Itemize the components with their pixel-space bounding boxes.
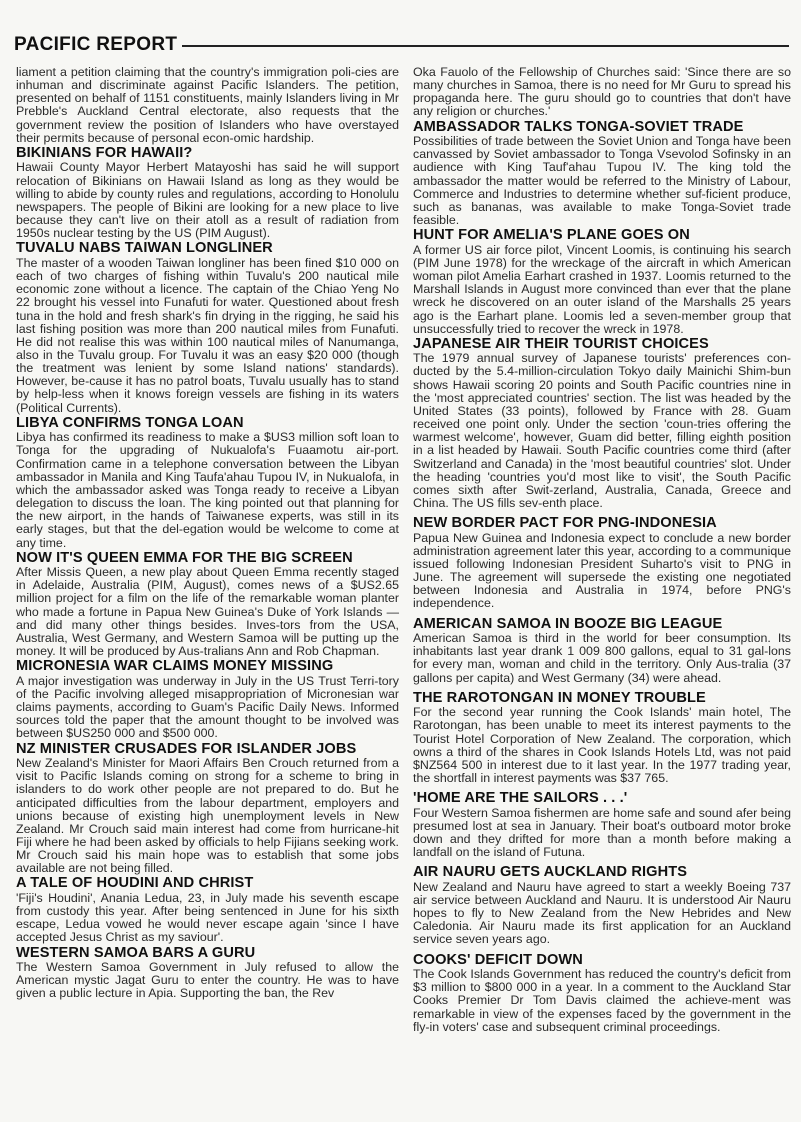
article-body-japanese-tourists: The 1979 annual survey of Japanese tourists' preferences con-ducted by the 5.4-million-circulation Tokyo daily Mainichi Shim-bun shows Hawaii scoring 20 points and South Pacific countries nine in the 'most appreciated countries' section. The list was headed by the United States (33 points), followed by France with 28. Guam received one point only. Under the section 'coun-tries offering the warmest welcome', however, Guam did better, filling eighth position in a list headed by Hawaii. South Pacific countries come third (after Switzerland and Canada) in the 'most beautiful countries' slot. Under the heading 'countries you'd most like to visit', the South Pacific comes sixth after Swit-zerland, Australia, Canada, Greece and China. The US fills sev-enth place.	[413, 351, 791, 511]
masthead	[14, 34, 789, 64]
article-heading-guru: WESTERN SAMOA BARS A GURU	[16, 944, 256, 961]
article-heading-bikinians: BIKINIANS FOR HAWAII?	[16, 144, 193, 161]
article-heading-libya: LIBYA CONFIRMS TONGA LOAN	[16, 414, 244, 431]
article-body-rarotongan: For the second year running the Cook Islands' main hotel, The Rarotongan, has been unable to meet its interest payments to the Tourist Hotel Corporation of New Zealand. The corporation, which owns a third of the shares in Cook Islands Hotels Ltd, was not paid $NZ564 500 in interest due to it last year. In the 1977 trading year, the shortfall in interest payments was $37 765.	[413, 705, 791, 786]
article-body-sailors: Four Western Samoa fishermen are home safe and sound afer being presumed lost at sea in January. Their boat's outboard motor broke down and they drifted for more than a month before making a landfall on the island of Futuna.	[413, 805, 791, 860]
article-body-libya: Libya has confirmed its readiness to make a $US3 million soft loan to Tonga for the upgrading of Nukualofa's Fuaamotu air-port. Confirmation came in a telephone conversation between the Libyan ambassador in Manila and King Taufa'ahau Tupou IV, in Nukualofa, in which the ambassador asked was Tonga ready to receive a Libyan delegation to discuss the loan. The king pointed out that planning for the new airport, in the hands of Taiwanese experts, was still in its early stages, but that the del-egation would be welcome to come at any time.	[16, 430, 399, 550]
article-body-air-nauru: New Zealand and Nauru have agreed to start a weekly Boeing 737 air service between Auckland and Nauru. It is understood Air Nauru hopes to fly to New Zealand from the New Hebrides and New Caledonia. Air Nauru made its first application for an Auckland service seven years ago.	[413, 879, 791, 947]
article-heading-tonga-soviet: AMBASSADOR TALKS TONGA-SOVIET TRADE	[413, 118, 744, 135]
article-body-queen-emma: After Missis Queen, a new play about Queen Emma recently staged in Adelaide, Australia (PIM, August), comes news of a $US2.65 million project for a film on the life of the remarkable woman planter who made a fortune in Papua New Guinea's Duke of York Islands — and did many other things besides. Inves-tors from the USA, Australia, West Germany, and Western Samoa will be putting up the money. It will be produced by Aus-tralians Ann and Rob Chapman.	[16, 565, 399, 659]
article-heading-micronesia: MICRONESIA WAR CLAIMS MONEY MISSING	[16, 658, 334, 675]
article-heading-houdini: A TALE OF HOUDINI AND CHRIST	[16, 875, 254, 892]
article-body-cooks-deficit: The Cook Islands Government has reduced the country's deficit from $3 million to $800 000 in a year. In a comment to the Auckland Star Cooks Premier Dr Tom Davis claimed the achieve-ment was remarkable in view of the expenses faced by the government in the fly-in voters' case and subsequent criminal proceedings.	[413, 967, 791, 1034]
article-continuation-body: liament a petition claiming that the country's immigration poli-cies are inhuman and discriminate against Pacific Islanders. The petition, presented on behalf of 1151 constituents, mainly Islanders living in Mr Prebble's Auckland Central electorate, also requests that the government review the position of Islanders who have overstayed their permits because of personal econ-omic hardship.	[16, 65, 399, 145]
left-column	[16, 66, 399, 1001]
article-heading-rarotongan: THE RAROTONGAN IN MONEY TROUBLE	[413, 689, 706, 706]
article-body-micronesia: A major investigation was underway in July in the US Trust Terri-tory of the Pacific involving alleged misappropriation of Micronesian war claims payments, according to Guam's Pacific Daily News. Informed sources told the paper that the amount thought to be involved was between $US250 000 and $500 000.	[16, 673, 399, 741]
article-body-american-samoa: American Samoa is third in the world for beer consumption. Its inhabitants last year drank 1 009 800 gallons, equal to 31 gal-lons for every man, woman and child in the territory. Only Aus-tralia (37 gallons per capita) and West Germany (34) were ahead.	[413, 631, 791, 685]
article-heading-amelia: HUNT FOR AMELIA'S PLANE GOES ON	[413, 227, 690, 244]
article-body-tuvalu: The master of a wooden Taiwan longliner has been fined $10 000 on each of two charges of fishing within Tuvalu's 200 nautical mile economic zone without a licence. The captain of the Chiao Yeng No 22 brought his vessel into Funafuti for water. Questioned about fresh tuna in the hold and fresh shark's fin drying in the rigging, he said his last fishing position was more than 200 nautical miles from Funafuti. He did not realise this was within 100 nautical miles of Nanumanga, also in the Tuvalu group. For Tuvalu it was an easy $20 000 (though the treatment was lenient by some Island nations' standards). However, be-cause it has no patrol boats, Tuvalu usually has to stand by help-less when it knows foreign vessels are fishing in its waters (Political Currents).	[16, 255, 399, 415]
article-heading-tuvalu: TUVALU NABS TAIWAN LONGLINER	[16, 240, 273, 257]
article-body-png-indonesia: Papua New Guinea and Indonesia expect to conclude a new border administration agreement later this year, according to a communique issued following Indonesian President Suharto's visit to PNG in June. The agreement will supersede the existing one negotiated between Indonesia and Australia in 1974, before PNG's independence.	[413, 530, 791, 611]
article-body-tonga-soviet: Possibilities of trade between the Soviet Union and Tonga have been canvassed by Soviet ambassador to Tonga Vsevolod Sofinsky in an audience with King Tauf'ahau Tupou IV. The king told the ambassador the matter would be referred to the Ministry of Labour, Commerce and Industries to determine whether suf-ficient produce, such as bananas, was available to make Tonga-Soviet trade feasible.	[413, 134, 791, 228]
article-heading-american-samoa: AMERICAN SAMOA IN BOOZE BIG LEAGUE	[413, 615, 723, 632]
article-heading-japanese-tourists: JAPANESE AIR THEIR TOURIST CHOICES	[413, 335, 709, 352]
article-body-nz-minister: New Zealand's Minister for Maori Affairs Ben Crouch returned from a visit to Pacific Islands coming on strong for a scheme to bring in islanders to do work other people are not prepared to do. But he anticipated difficulties from the labour department, employers and unions because of existing high unemployment levels in New Zealand. Mr Crouch said main interest had come from hurricane-hit Fiji where he had been asked by officials to help Fijians seeking work. Mr Crouch said his main hope was to establish that some jobs available are not being filled.	[16, 756, 399, 876]
right-column	[413, 66, 791, 1034]
article-body-amelia: A former US air force pilot, Vincent Loomis, is continuing his search (PIM June 1978) for the wreckage of the aircraft in which American woman pilot Amelia Earhart crashed in 1937. Loomis returned to the Marshall Islands in August more convinced than ever that the plane wreck he discovered on an outer island of the Marshalls 25 years ago is the Earhart plane. Loomis led a seven-member group that unsuccessfully tried to recover the wreck in 1978.	[413, 242, 791, 336]
article-body-guru: The Western Samoa Government in July refused to allow the American mystic Jagat Guru to enter the country. He was to have given a public lecture in Apia. Supporting the ban, the Rev	[16, 960, 399, 1001]
page-title: PACIFIC REPORT	[14, 34, 178, 55]
article-heading-png-indonesia: NEW BORDER PACT FOR PNG-INDONESIA	[413, 515, 717, 532]
article-continuation-body-right: Oka Fauolo of the Fellowship of Churches said: 'Since there are so many churches in Samoa, there is no need for Mr Guru to spread his propaganda here. The guru should go to countries that don't have any religion or churches.'	[413, 65, 791, 119]
title-rule	[182, 45, 789, 47]
article-body-bikinians: Hawaii County Mayor Herbert Matayoshi has said he will support relocation of Bikinians on Hawaii Island as long as they would be willing to abide by county rules and regulations, according to Honolulu newspapers. The people of Bikini are looking for a new place to live because they can't live on their atoll as a result of radiation from 1950s nuclear testing by the US (PIM August).	[16, 160, 399, 241]
article-heading-sailors: 'HOME ARE THE SAILORS . . .'	[413, 790, 628, 807]
article-heading-nz-minister: NZ MINISTER CRUSADES FOR ISLANDER JOBS	[16, 740, 357, 757]
article-heading-air-nauru: AIR NAURU GETS AUCKLAND RIGHTS	[413, 864, 688, 881]
article-body-houdini: 'Fiji's Houdini', Anania Ledua, 23, in July made his seventh escape from custody this year. After being sentenced in June for his sixth escape, Ledua vowed he would never escape again 'since I have accepted Jesus Christ as my saviour'.	[16, 890, 399, 945]
article-heading-queen-emma: NOW IT'S QUEEN EMMA FOR THE BIG SCREEN	[16, 549, 353, 566]
article-heading-cooks-deficit: COOKS' DEFICIT DOWN	[413, 951, 583, 968]
